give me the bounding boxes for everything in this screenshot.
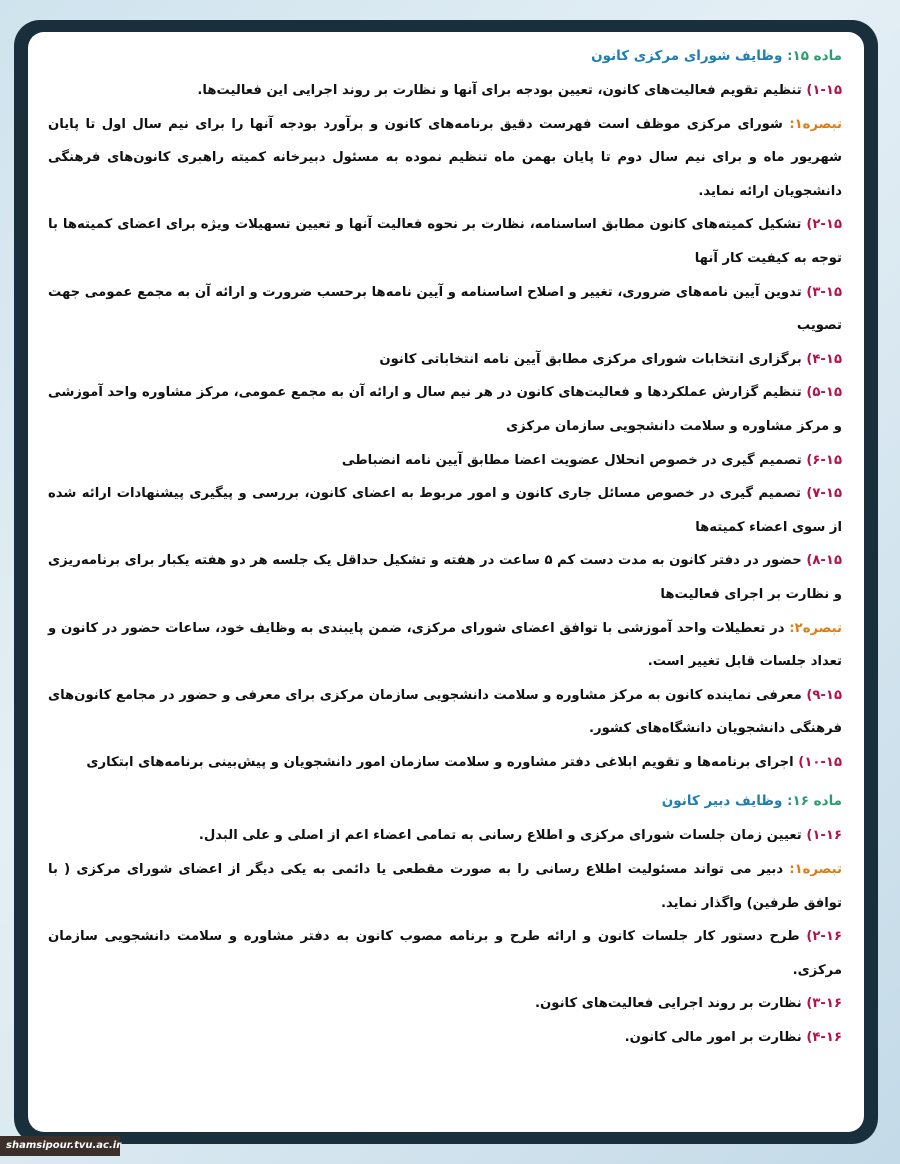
site-watermark: shamsipour.tvu.ac.ir: [0, 1136, 120, 1156]
item-text: حضور در دفتر کانون به مدت دست کم ۵ ساعت در هفته و تشکیل حداقل یک جلسه هر دو هفته یکبار برای برنامه‌ریزی و نظارت بر اجرای فعالیت‌ها: [48, 553, 842, 602]
item-text: نظارت بر روند اجرایی فعالیت‌های کانون.: [535, 996, 802, 1012]
list-item: [48, 920, 842, 987]
list-item: [48, 276, 842, 343]
list-item: [48, 544, 842, 611]
item-text: شورای مرکزی موظف است فهرست دقیق برنامه‌های کانون و برآورد بودجه آنها را برای نیم سال اول تا پایان شهریور ماه و برای نیم سال دوم تا پایان بهمن ماه تنظیم نموده به مسئول دبیرخانه کمیته راهبری کانون‌های فرهنگی دانشجویان ارائه نماید.: [48, 116, 842, 199]
note-paragraph: [48, 612, 842, 679]
list-item: [48, 987, 842, 1021]
item-text: اجرای برنامه‌ها و تقویم ابلاغی دفتر مشاوره و سلامت سازمان امور دانشجویان و پیش‌بینی برنامه‌های ابتکاری: [86, 754, 794, 770]
item-number: ۲-۱۶): [806, 929, 842, 945]
note-label: تبصره۲:: [789, 620, 843, 636]
item-text: تصمیم گیری در خصوص مسائل جاری کانون و امور مربوط به اعضای کانون، بررسی و پیگیری پیشنهادات ارائه شده از سوی اعضاء کمیته‌ها: [48, 486, 842, 535]
item-text: نظارت بر امور مالی کانون.: [624, 1030, 802, 1046]
item-number: ۷-۱۵): [806, 486, 842, 502]
item-number: ۶-۱۵): [806, 452, 842, 468]
item-number: ۳-۱۵): [806, 284, 842, 300]
note-paragraph: [48, 853, 842, 920]
item-number: ۹-۱۵): [806, 687, 842, 703]
item-number: ۱-۱۶): [806, 828, 842, 844]
item-number: ۸-۱۵): [806, 553, 842, 569]
list-item: [48, 477, 842, 544]
note-label: تبصره۱:: [789, 116, 842, 132]
document-page: [28, 32, 864, 1132]
item-text: برگزاری انتخابات شورای مرکزی مطابق آیین نامه انتخاباتی کانون: [379, 351, 802, 367]
item-text: تصمیم گیری در خصوص انحلال عضویت اعضا مطابق آیین نامه انضباطی: [341, 452, 802, 468]
item-text: تنظیم گزارش عملکردها و فعالیت‌های کانون در هر نیم سال و ارائه آن به مجمع عمومی، مرکز مشاوره واحد آموزشی و مرکز مشاوره و سلامت دانشجویی سازمان مرکزی: [48, 385, 842, 434]
item-number: ۱۰-۱۵): [798, 754, 842, 770]
item-text: در تعطیلات واحد آموزشی با توافق اعضای شورای مرکزی، ضمن پایبندی به وظایف خود، ساعات حضور در کانون و تعداد جلسات قابل تغییر است.: [48, 620, 842, 670]
list-item: [48, 444, 842, 478]
item-text: تعیین زمان جلسات شورای مرکزی و اطلاع رسانی به تمامی اعضاء اعم از اصلی و علی البدل.: [198, 828, 802, 844]
section-15-items: [48, 74, 842, 779]
item-number: ۵-۱۵): [806, 385, 842, 401]
item-text: تنظیم تقویم فعالیت‌های کانون، تعیین بودجه برای آنها و نظارت بر روند اجرایی این فعالیت‌ها.: [197, 83, 802, 98]
item-number: ۲-۱۵): [806, 217, 842, 233]
list-item: [48, 679, 842, 746]
item-number: ۱-۱۵): [806, 83, 842, 98]
item-text: تدوین آیین نامه‌های ضروری، تغییر و اصلاح اساسنامه و آیین نامه‌ها برحسب ضرورت و ارائه آن به مجمع عمومی جهت تصویب: [48, 284, 842, 334]
section-label: ماده ۱۵:: [787, 48, 842, 64]
note-label: تبصره۱:: [789, 862, 842, 878]
list-item: [48, 819, 842, 853]
section-16-heading: [48, 789, 842, 813]
section-title: وظایف شورای مرکزی کانون: [591, 48, 783, 64]
list-item: [48, 376, 842, 443]
item-text: تشکیل کمیته‌های کانون مطابق اساسنامه، نظارت بر نحوه فعالیت آنها و تعیین تسهیلات ویژه برای اعضای کمیته‌ها با توجه به کیفیت کار آنها: [48, 217, 842, 266]
section-15-heading: [48, 44, 842, 68]
section-label: ماده ۱۶:: [787, 793, 842, 810]
item-text: طرح دستور کار جلسات کانون و ارائه طرح و برنامه مصوب کانون به دفتر مشاوره و سلامت دانشجویی سازمان مرکزی.: [48, 929, 842, 978]
item-text: معرفی نماینده کانون به مرکز مشاوره و سلامت دانشجویی سازمان مرکزی برای معرفی و حضور در مجامع کانون‌های فرهنگی دانشجویان دانشگاه‌های کشور.: [48, 687, 842, 737]
item-text: دبیر می تواند مسئولیت اطلاع رسانی را به صورت مقطعی یا دائمی به یکی دیگر از اعضای شورای مرکزی ( با توافق طرفین) واگذار نماید.: [48, 862, 842, 911]
list-item: [48, 746, 842, 780]
list-item: [48, 74, 842, 108]
section-16-items: [48, 819, 842, 1054]
section-title: وظایف دبیر کانون: [661, 793, 783, 810]
item-number: ۴-۱۶): [806, 1030, 842, 1046]
item-number: ۳-۱۶): [806, 996, 842, 1012]
list-item: [48, 208, 842, 275]
note-paragraph: [48, 108, 842, 209]
list-item: [48, 343, 842, 377]
item-number: ۴-۱۵): [806, 351, 842, 367]
list-item: [48, 1021, 842, 1055]
